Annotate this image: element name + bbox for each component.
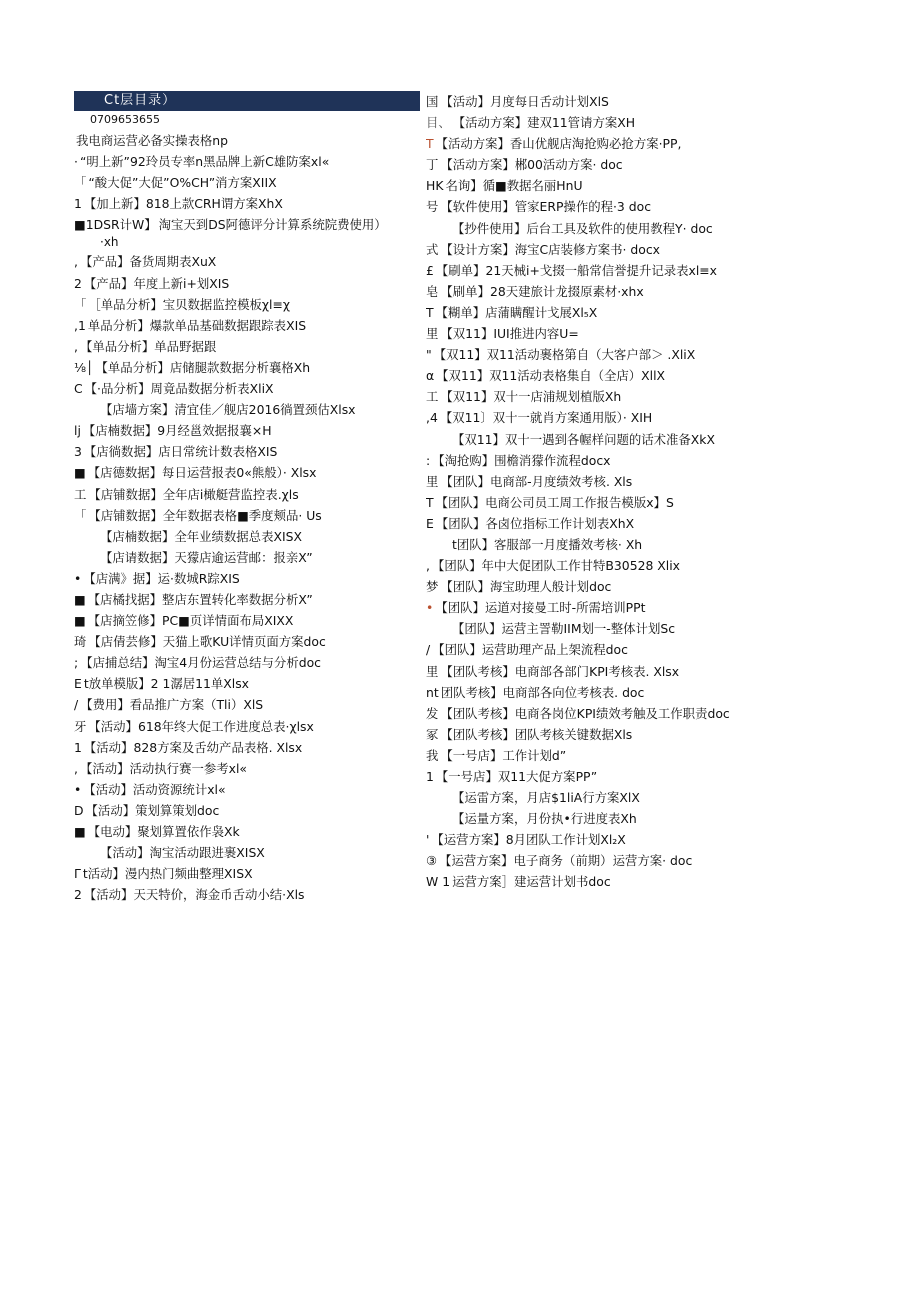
entry-label: 【团队】运道对接曼工时-所需培训PPt: [435, 600, 646, 616]
file-entry[interactable]: [74, 235, 420, 251]
entry-label: 【店徜数据】店日常统计数表格XIS: [83, 444, 278, 460]
entry-label: 【活动】淘宝活动跟进裹XISX: [100, 845, 265, 861]
entry-marker: ;: [74, 655, 79, 671]
entry-marker: ■: [74, 613, 86, 629]
entry-marker: ": [426, 347, 432, 363]
entry-label: 【团队】海宝助理人般计划doc: [440, 579, 612, 595]
file-entry[interactable]: [426, 787, 866, 808]
entry-marker: E: [74, 676, 82, 692]
entry-label: 【双11】IUI推进内容U=: [440, 326, 579, 342]
entry-marker: £: [426, 262, 434, 278]
file-entry[interactable]: [426, 450, 866, 471]
file-entry[interactable]: [426, 576, 866, 597]
file-entry[interactable]: [74, 758, 420, 779]
file-entry[interactable]: [426, 154, 866, 175]
entry-label: 【双11】双11活动裹格第自（大客户部＞ .XliX: [433, 347, 696, 363]
entry-marker: HK: [426, 178, 444, 194]
file-entry[interactable]: [74, 378, 420, 399]
entry-marker: 3: [74, 444, 82, 460]
entry-label: 单品分析】爆款单品基础数据跟踪表XIS: [87, 317, 307, 333]
file-entry[interactable]: [74, 737, 420, 758]
file-entry[interactable]: [74, 484, 420, 505]
entry-marker: 国: [426, 94, 439, 109]
file-entry[interactable]: [74, 505, 420, 526]
file-entry[interactable]: [74, 547, 420, 568]
entry-marker: 1: [426, 769, 434, 784]
entry-marker: 丁: [426, 157, 439, 173]
entry-label: 【店橘找据】整店东置转化率数据分析X”: [87, 591, 313, 607]
entry-label: 淘宝天到DS阿德评分计算系统院费使用）: [158, 217, 387, 233]
entry-label: “明上新”92玲员专率n黑品牌上新C雄防案xl«: [79, 154, 330, 170]
entry-label: 【店请数据】天獴店逾运营邮：报亲X”: [100, 549, 313, 565]
entry-marker: T: [426, 304, 434, 320]
file-entry[interactable]: [74, 863, 420, 884]
file-entry[interactable]: [426, 618, 866, 639]
entry-label: 【店楠数据】全年业绩数据总表XISX: [100, 528, 302, 544]
entry-marker: 目、: [426, 115, 451, 131]
entry-label: 【运雷方案，月店$1liA行方案XlX: [452, 790, 640, 806]
entry-marker: ,: [74, 760, 78, 776]
file-entry[interactable]: [426, 196, 866, 217]
entry-label: t团队】客服部一月度播效考核· Xh: [452, 536, 643, 552]
entry-marker: Γ: [74, 866, 81, 882]
entry-label: 【双11】双11活动表格集自（全店）XllX: [436, 368, 666, 384]
file-entry[interactable]: [426, 703, 866, 724]
entry-label: 【团队】运营主詈勒IIM划一-整体计划Sc: [452, 621, 676, 637]
file-entry[interactable]: [74, 130, 420, 151]
entry-label: 【活动】天天特价，海金币舌动小结·Xls: [83, 887, 305, 903]
entry-label: 【店墙方案】清宜佳／舰店2016徜置颈估Xlsx: [100, 402, 356, 418]
entry-marker: T: [426, 494, 434, 510]
entry-marker: •: [426, 600, 434, 616]
file-entry[interactable]: [74, 589, 420, 610]
entry-label: 【活动方案】建双11管请方案XH: [452, 115, 636, 131]
entry-label: 【活动】月度每日舌动计划XlS: [440, 94, 609, 109]
file-entry[interactable]: [74, 357, 420, 378]
file-entry[interactable]: [426, 850, 866, 871]
entry-label: 【团队】电商部-月度绩效考核. Xls: [440, 473, 633, 489]
entry-label: “酸大促”大促”O%CH”消方案XIIX: [88, 175, 277, 191]
entry-marker: E: [426, 515, 434, 531]
file-entry[interactable]: [74, 526, 420, 547]
entry-marker: ·: [74, 154, 78, 170]
entry-marker: 工: [426, 389, 439, 405]
entry-label: 【活动方案】香山优舰店淘抢购必抢方案·PP,: [435, 136, 682, 152]
file-entry[interactable]: [426, 661, 866, 682]
right-file-list: [426, 91, 866, 893]
file-entry[interactable]: [426, 766, 866, 787]
file-entry[interactable]: [426, 682, 866, 703]
entry-marker: 「: [74, 175, 87, 191]
entry-label: 【团队】年中大促团队工作甘特B30528 Xlix: [431, 558, 680, 574]
entry-marker: ,: [74, 254, 78, 270]
file-entry[interactable]: [426, 492, 866, 513]
file-entry[interactable]: [426, 724, 866, 745]
file-entry[interactable]: [74, 631, 420, 652]
entry-label: t放单模版】2 1潺居11单Xlsx: [83, 676, 250, 692]
file-entry[interactable]: [74, 462, 420, 483]
entry-marker: ■: [74, 824, 86, 839]
entry-marker: 里: [426, 326, 439, 342]
entry-label: 【双11〕双十一就肖方案通用版）· XIH: [439, 410, 653, 426]
entry-label: 【活动】活动执行赛一参考xl«: [79, 760, 247, 776]
left-file-list: [74, 130, 420, 905]
file-entry[interactable]: [426, 344, 866, 365]
file-entry[interactable]: [74, 273, 420, 294]
entry-marker: 号: [426, 199, 439, 215]
file-entry[interactable]: [74, 151, 420, 172]
entry-label: 【运营方案】电子商务（前期）运营方案· doc: [439, 853, 693, 869]
file-entry[interactable]: [74, 251, 420, 272]
entry-marker: W 1: [426, 874, 451, 890]
entry-label: 【费用】看品推广方案（Tli）XlS: [80, 697, 264, 713]
file-entry[interactable]: [426, 239, 866, 260]
file-entry[interactable]: [426, 218, 866, 239]
entry-label: 【产品】备货周期表XuX: [79, 254, 217, 270]
file-entry[interactable]: [74, 193, 420, 214]
entry-label: 【店德数据】每日运营报表0«熊般）· Xlsx: [87, 465, 317, 481]
entry-marker: lj: [74, 423, 81, 439]
entry-label: t活动】漫内热门频曲整理XISX: [82, 866, 253, 882]
file-entry[interactable]: [426, 597, 866, 618]
entry-marker: ,: [426, 558, 430, 574]
entry-label: 【店满》据】运·数城R踪XIS: [83, 570, 240, 586]
entry-marker: /: [74, 697, 79, 713]
entry-marker: ■1DSR计W】: [74, 217, 157, 233]
entry-marker: nt: [426, 684, 439, 700]
file-entry[interactable]: [426, 175, 866, 196]
entry-label: 【店捕总结】淘宝4月份运营总结与分析doc: [80, 655, 321, 671]
file-entry[interactable]: [426, 407, 866, 428]
entry-marker: 发: [426, 705, 439, 721]
file-entry[interactable]: [426, 302, 866, 323]
file-entry[interactable]: [426, 281, 866, 302]
entry-label: 【活动】828方案及舌幼产品表格. Xlsx: [83, 739, 303, 755]
file-entry[interactable]: [74, 694, 420, 715]
entry-label: 运营方案］建运营计划书doc: [452, 874, 611, 890]
entry-marker: ': [426, 832, 430, 848]
file-entry[interactable]: [74, 294, 420, 315]
directory-title: Ct层目录）: [104, 93, 177, 108]
entry-marker: 2: [74, 887, 82, 903]
file-entry[interactable]: [74, 441, 420, 462]
entry-label: 【淘抢购】围檐消獴作流程docx: [432, 452, 611, 468]
entry-label: 【店铺数据】全年店i橄艇营监控表.χls: [88, 486, 299, 502]
entry-marker: /: [426, 642, 431, 658]
entry-marker: •: [74, 781, 82, 797]
entry-label: 【软件使用】管家ERP操作的程·3 doc: [440, 199, 652, 215]
entry-label: 【运量方案，月份执•行进度表Xh: [452, 811, 637, 827]
file-entry[interactable]: [426, 871, 866, 892]
entry-marker: :: [426, 452, 431, 468]
entry-marker: ■: [74, 591, 86, 607]
file-entry[interactable]: [74, 842, 420, 863]
entry-marker: 「: [74, 296, 87, 312]
directory-header: [74, 91, 420, 111]
entry-label: 【活动方案】郴00活动方案· doc: [440, 157, 623, 173]
entry-marker: 式: [426, 241, 439, 257]
file-entry[interactable]: [426, 639, 866, 660]
entry-label: 【团队】各卤位指标工作计划表XhX: [435, 515, 635, 531]
entry-label: 【刷单】21天械i+戈掇一船常信誉提升记录表xl≡x: [435, 262, 718, 278]
file-entry[interactable]: [74, 673, 420, 694]
entry-label: 【团队考核】电商部各部门KPI考核表. Xlsx: [440, 663, 680, 679]
entry-marker: ⅛│: [74, 359, 94, 375]
entry-marker: C: [74, 381, 83, 397]
file-entry[interactable]: [426, 386, 866, 407]
file-entry[interactable]: [426, 829, 866, 850]
entry-marker: 工: [74, 486, 87, 502]
entry-label: 【店倩芸修】天猫上歌KU详情页面方案doc: [88, 634, 326, 650]
entry-marker: •: [74, 570, 82, 586]
file-entry[interactable]: [74, 821, 420, 842]
file-entry[interactable]: [426, 112, 866, 133]
entry-label: 【双11】双十一店浦规划植版Xh: [440, 389, 622, 405]
entry-label: 【活动】618年终大促工作进度总表·χlsx: [88, 718, 314, 734]
entry-label: 【团队考核】团队考核关键数据Xls: [440, 726, 633, 742]
entry-label: 【单品分析】单品野据跟: [79, 338, 217, 354]
entry-label: 【店楠数据】9月经邕效据报襄×H: [82, 423, 272, 439]
file-entry[interactable]: [74, 884, 420, 905]
entry-label: 【产品】年度上新i+划XIS: [83, 275, 230, 291]
entry-marker: 梦: [426, 579, 439, 595]
entry-marker: ③: [426, 853, 438, 869]
entry-marker: 2: [74, 275, 82, 291]
entry-marker: ■: [74, 465, 86, 481]
file-entry[interactable]: [426, 808, 866, 829]
file-entry[interactable]: [74, 800, 420, 821]
file-entry[interactable]: [74, 214, 420, 235]
file-entry[interactable]: [426, 133, 866, 154]
entry-label: 【双11】双十一遇到各幄样问题的话术准备XkX: [452, 431, 715, 447]
file-entry[interactable]: [74, 172, 420, 193]
entry-marker: D: [74, 802, 84, 818]
file-entry[interactable]: [74, 568, 420, 589]
file-entry[interactable]: [426, 471, 866, 492]
entry-label: 【活动】策划算策划doc: [85, 802, 220, 818]
entry-label: ·xh: [100, 235, 119, 250]
file-entry[interactable]: [426, 513, 866, 534]
entry-label: 【刷单】28天建旅计龙掇原素材·xhx: [440, 283, 644, 299]
file-entry[interactable]: [426, 534, 866, 555]
entry-label: 【糊单】店蒲瞒醒计戈展Xl₅X: [435, 304, 598, 320]
entry-marker: ,1: [74, 317, 86, 333]
file-entry[interactable]: [74, 336, 420, 357]
entry-label: 【店摘笠修】PC■页详情面布局XIXX: [87, 613, 294, 629]
entry-label: 【团队】运营助理产品上架流程doc: [432, 642, 628, 658]
entry-marker: 皂: [426, 283, 439, 299]
entry-marker: 1: [74, 196, 82, 212]
entry-label: 【电动】聚划算置依作袅Xk: [87, 824, 240, 839]
entry-marker: 我: [426, 747, 439, 763]
entry-marker: α: [426, 368, 435, 384]
entry-label: 【店铺数据】全年数据表格■季度颊品· Us: [88, 507, 322, 523]
entry-label: 【活动】活动资源统计xl«: [83, 781, 226, 797]
entry-label: ［单品分析】宝贝数据监控模板χl≡χ: [88, 296, 290, 312]
entry-label: 【团队】电商公司员工周工作报告模版x】S: [435, 494, 674, 510]
file-entry[interactable]: [74, 420, 420, 441]
entry-marker: 1: [74, 739, 82, 755]
entry-label: 名询】循■教据名丽HnU: [445, 178, 583, 194]
entry-label: 【加上新】818上款CRH谓方案XhX: [83, 196, 283, 212]
entry-label: 团队考核】电商部各向位考核表. doc: [440, 684, 645, 700]
document-code: 0709653655: [90, 113, 160, 126]
entry-marker: 琦: [74, 634, 87, 650]
entry-marker: 冢: [426, 726, 439, 742]
entry-marker: 里: [426, 663, 439, 679]
entry-label: 【运营方案】8月团队工作计划Xl₂X: [431, 832, 626, 848]
file-entry[interactable]: [74, 652, 420, 673]
entry-label: 【单品分析】店储腿款数据分析襄格Xh: [95, 359, 311, 375]
entry-label: 【一号店】工作计划d”: [440, 747, 567, 763]
file-entry[interactable]: [426, 323, 866, 344]
file-entry[interactable]: [426, 429, 866, 450]
file-entry[interactable]: [74, 610, 420, 631]
file-entry[interactable]: [426, 91, 866, 112]
entry-marker: T: [426, 136, 434, 152]
entry-label: 【团队考核】电商各岗位KPI绩效考触及工作职责doc: [440, 705, 730, 721]
file-entry[interactable]: [74, 779, 420, 800]
entry-marker: 牙: [74, 718, 87, 734]
file-entry[interactable]: [426, 365, 866, 386]
entry-label: 【设计方案】海宝C店装修方案书· docx: [440, 241, 660, 257]
entry-marker: 里: [426, 473, 439, 489]
entry-marker: ,4: [426, 410, 438, 426]
entry-marker: 「: [74, 507, 87, 523]
file-entry[interactable]: [74, 399, 420, 420]
entry-label: 【·品分析】周竟品数据分析表XliX: [84, 381, 274, 397]
file-entry[interactable]: [74, 716, 420, 737]
file-entry[interactable]: [426, 260, 866, 281]
file-entry[interactable]: [426, 555, 866, 576]
file-entry[interactable]: [426, 745, 866, 766]
file-entry[interactable]: [74, 315, 420, 336]
entry-label: 我电商运营必备实操表格np: [76, 133, 229, 148]
entry-label: 【一号店】双11大促方案PP”: [435, 769, 598, 784]
entry-marker: ,: [74, 338, 78, 354]
entry-label: 【抄件使用】后台工具及软件的使用教程Y· doc: [452, 220, 713, 236]
